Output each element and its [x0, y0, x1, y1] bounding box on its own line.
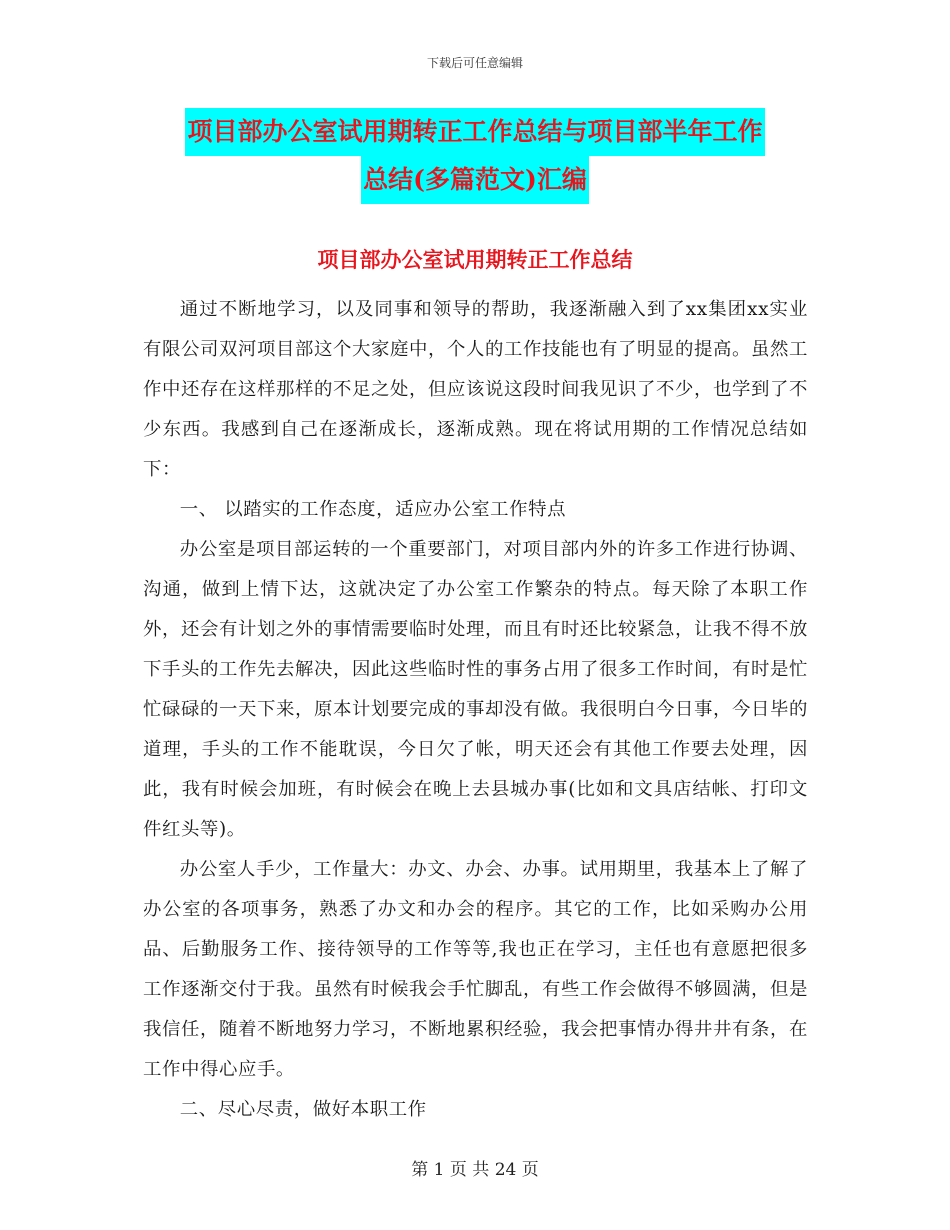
paragraph: 办公室人手少，工作量大：办文、办会、办事。试用期里，我基本上了解了办公室的各项事务，熟悉了办文和办会的程序。其它的工作，比如采购办公用品、后勤服务工作、接待领导的工作等等,我也正在学习，主任也有意愿把很多工作逐渐交付于我。虽然有时候我会手忙脚乱，有些工作会做得不够圆满，但是我信任，随着不断地努力学习，不断地累积经验，我会把事情办得井井有条，在工作中得心应手。: [143, 859, 808, 1080]
page-header-note: 下载后可任意编辑: [426, 56, 523, 70]
section-title: 项目部办公室试用期转正工作总结: [317, 247, 633, 272]
paragraph-heading: 一、 以踏实的工作态度，适应办公室工作特点: [179, 499, 567, 520]
paragraph: 办公室是项目部运转的一个重要部门，对项目部内外的许多工作进行协调、沟通，做到上情下达，这就决定了办公室工作繁杂的特点。每天除了本职工作外，还会有计划之外的事情需要临时处理，而且有时还比较紧急，让我不得不放下手头的工作先去解决，因此这些临时性的事务占用了很多工作时间，有时是忙忙碌碌的一天下来，原本计划要完成的事却没有做。我很明白今日事，今日毕的道理，手头的工作不能耽误，今日欠了帐，明天还会有其他工作要去处理，因此，我有时候会加班，有时候会在晚上去县城办事(比如和文具店结帐、打印文件红头等)。: [143, 539, 808, 840]
document-body: [143, 290, 808, 1130]
paragraph: 通过不断地学习，以及同事和领导的帮助，我逐渐融入到了xx集团xx实业有限公司双河项目部这个大家庭中，个人的工作技能也有了明显的提高。虽然工作中还存在这样那样的不足之处，但应该说这段时间我见识了不少，也学到了不少东西。我感到自己在逐渐成长，逐渐成熟。现在将试用期的工作情况总结如下：: [143, 299, 808, 480]
document-title-line-2: 总结(多篇范文)汇编: [361, 156, 589, 204]
document-title: [0, 108, 950, 204]
page-footer: 第 1 页 共 24 页: [411, 1160, 539, 1180]
document-title-line-1: 项目部办公室试用期转正工作总结与项目部半年工作: [185, 108, 764, 156]
paragraph-heading: 二、尽心尽责，做好本职工作: [179, 1099, 427, 1120]
